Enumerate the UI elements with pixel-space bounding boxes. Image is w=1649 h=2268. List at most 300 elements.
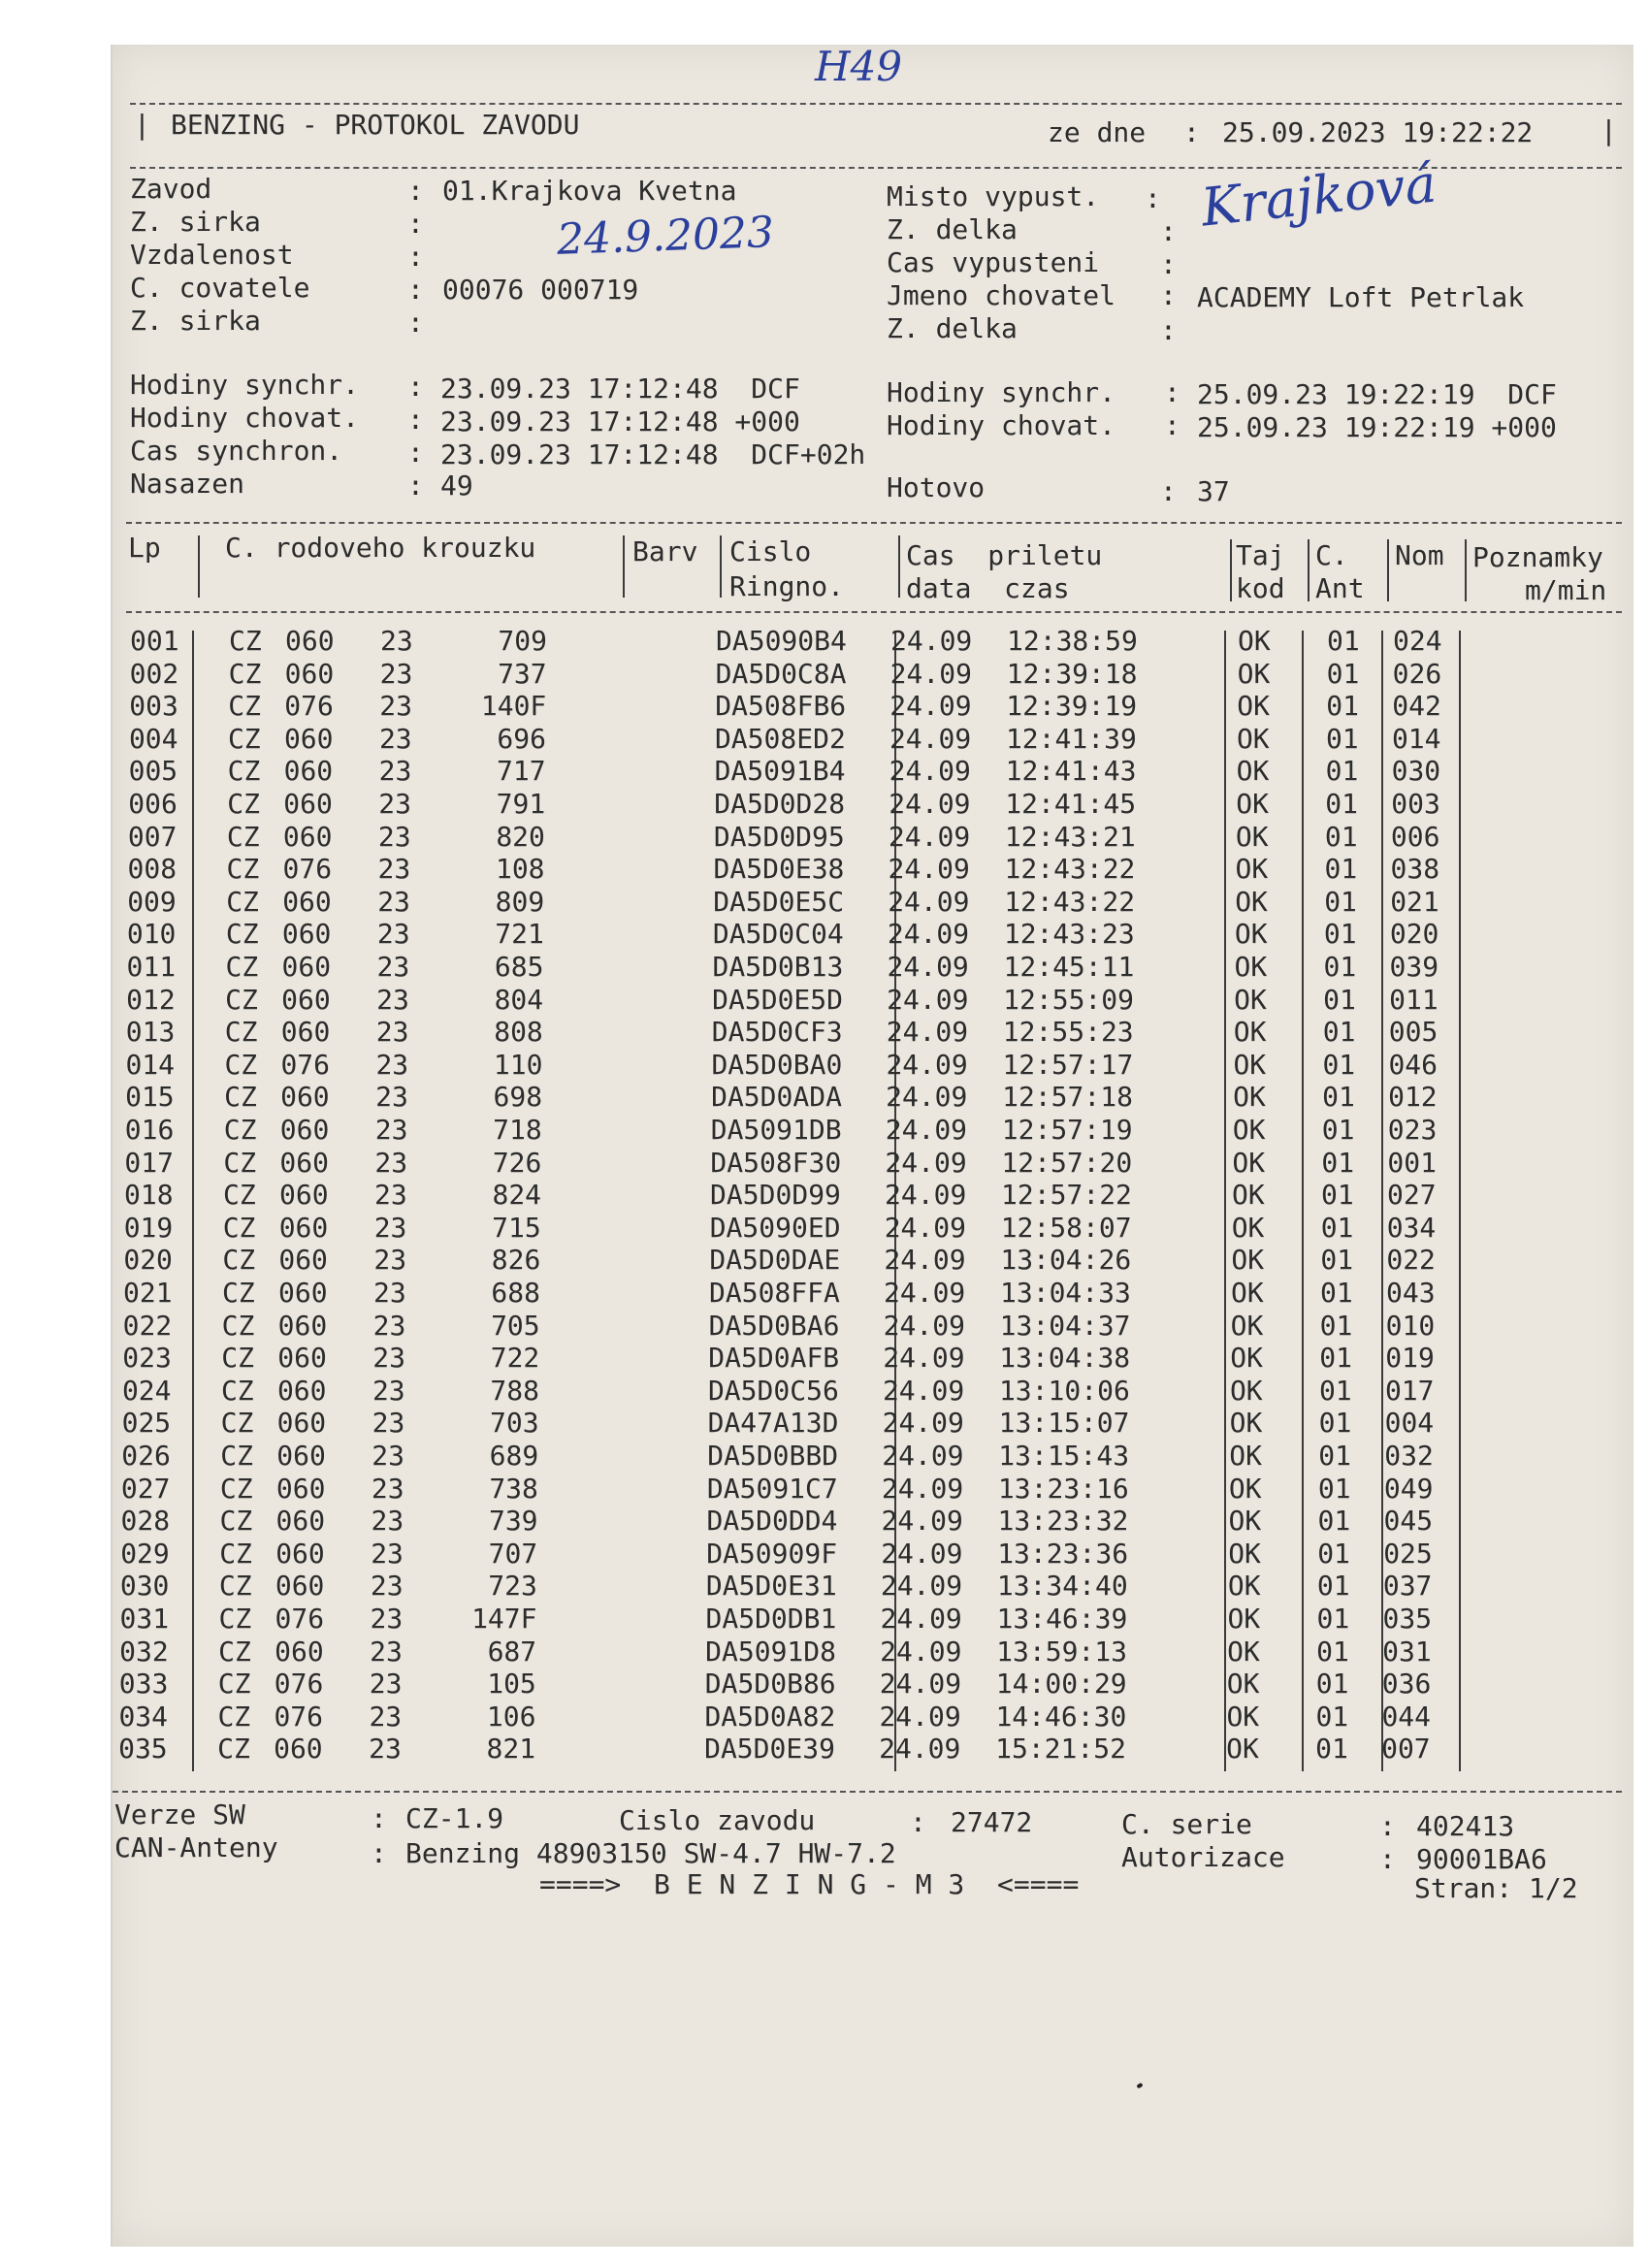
col-header-data-czas: data czas bbox=[906, 572, 1070, 604]
cell-ring: DA5D0E39 bbox=[704, 1733, 835, 1766]
cell-ok: OK bbox=[1228, 1505, 1262, 1538]
cell-time: 12:57:18 bbox=[1002, 1081, 1133, 1114]
sync-value-hodiny-synchr-right: 25.09.23 19:22:19 DCF bbox=[1197, 378, 1557, 410]
info-label-zavod: Zavod bbox=[130, 173, 212, 205]
cell-num: 106 bbox=[486, 1700, 536, 1733]
cell-cz: CZ bbox=[219, 1537, 252, 1570]
cell-date: 24.09 bbox=[883, 1342, 965, 1375]
cell-yr: 23 bbox=[376, 918, 410, 951]
cell-cz: CZ bbox=[222, 1244, 256, 1277]
table-row bbox=[128, 788, 1525, 821]
footer-can-value: Benzing 48903150 SW-4.7 HW-7.2 bbox=[405, 1837, 896, 1869]
cell-lp: 007 bbox=[127, 820, 178, 853]
cell-ring: DA5D0C8A bbox=[715, 657, 847, 690]
cell-nom: 004 bbox=[1384, 1407, 1435, 1440]
col-header-c: C. bbox=[1315, 539, 1348, 571]
cell-ok: OK bbox=[1228, 1537, 1261, 1570]
cell-time: 12:57:17 bbox=[1002, 1048, 1134, 1081]
info-label-z-sirka: Z. sirka bbox=[130, 206, 261, 238]
cell-yr: 23 bbox=[371, 1505, 404, 1538]
col-header-cas-priletu: Cas priletu bbox=[906, 539, 1103, 571]
header-separator bbox=[898, 535, 900, 598]
cell-ok: OK bbox=[1227, 1635, 1260, 1668]
cell-num: 738 bbox=[489, 1472, 538, 1505]
sync-label-hodiny-synchr-right: Hodiny synchr. bbox=[887, 376, 1116, 408]
cell-num: 788 bbox=[490, 1374, 539, 1407]
cell-ring: DA5D0D28 bbox=[714, 788, 846, 820]
cell-nom: 043 bbox=[1386, 1277, 1436, 1309]
cell-yr: 23 bbox=[373, 1211, 407, 1244]
info-colon: : bbox=[407, 175, 424, 207]
cell-lp: 033 bbox=[118, 1668, 169, 1701]
cell-lp: 025 bbox=[121, 1407, 172, 1440]
cell-date: 24.09 bbox=[888, 885, 970, 918]
cell-yr: 23 bbox=[378, 788, 411, 820]
cell-time: 12:55:23 bbox=[1002, 1016, 1134, 1049]
cell-time: 13:04:33 bbox=[1000, 1277, 1131, 1309]
handwritten-place: Krajková bbox=[1198, 152, 1439, 239]
cell-nom: 044 bbox=[1381, 1700, 1432, 1733]
header-separator bbox=[198, 535, 200, 598]
cell-ok: OK bbox=[1230, 1309, 1264, 1342]
cell-org: 060 bbox=[276, 1374, 327, 1407]
cell-lp: 020 bbox=[123, 1244, 173, 1277]
table-row bbox=[125, 1049, 1522, 1082]
info-colon: : bbox=[407, 307, 424, 339]
sync-value-hodiny-synchr: 23.09.23 17:12:48 DCF bbox=[440, 373, 800, 405]
info-colon: : bbox=[1160, 314, 1177, 346]
cell-ant: 01 bbox=[1323, 918, 1357, 951]
footer-race-label: Cislo zavodu bbox=[619, 1804, 816, 1836]
cell-cz: CZ bbox=[226, 853, 260, 886]
cell-org: 076 bbox=[282, 853, 333, 886]
sync-colon: : bbox=[1164, 409, 1180, 441]
cell-org: 060 bbox=[278, 1211, 329, 1244]
cell-date: 24.09 bbox=[887, 918, 970, 951]
report-date-label: ze dne bbox=[1048, 116, 1147, 148]
cell-cz: CZ bbox=[218, 1635, 251, 1668]
cell-org: 060 bbox=[282, 820, 333, 853]
cell-ant: 01 bbox=[1321, 1146, 1355, 1179]
cell-yr: 23 bbox=[374, 1146, 408, 1179]
sync-colon: : bbox=[407, 470, 424, 502]
cell-nom: 020 bbox=[1389, 918, 1439, 951]
cell-nom: 012 bbox=[1388, 1081, 1438, 1114]
cell-cz: CZ bbox=[217, 1733, 250, 1766]
protocol-title: BENZING - PROTOKOL ZAVODU bbox=[171, 109, 580, 141]
cell-nom: 037 bbox=[1382, 1570, 1433, 1603]
cell-num: 723 bbox=[488, 1570, 537, 1603]
cell-date: 24.09 bbox=[879, 1700, 961, 1733]
cell-num: 147F bbox=[471, 1603, 537, 1635]
cell-lp: 006 bbox=[128, 788, 178, 820]
header-separator bbox=[1230, 539, 1232, 601]
cell-time: 12:57:20 bbox=[1001, 1146, 1133, 1179]
cell-lp: 023 bbox=[122, 1342, 172, 1375]
cell-cz: CZ bbox=[223, 1114, 257, 1146]
cell-num: 696 bbox=[497, 722, 546, 755]
cell-ring: DA50909F bbox=[706, 1537, 838, 1570]
cell-lp: 034 bbox=[118, 1700, 169, 1733]
cell-org: 060 bbox=[283, 788, 333, 820]
cell-time: 12:39:18 bbox=[1006, 657, 1138, 690]
cell-org: 076 bbox=[275, 1603, 325, 1635]
sync-label-hodiny-chovat: Hodiny chovat. bbox=[130, 402, 360, 434]
cell-ring: DA47A13D bbox=[707, 1407, 839, 1440]
cell-lp: 022 bbox=[122, 1309, 173, 1342]
table-row bbox=[127, 951, 1524, 984]
cell-yr: 23 bbox=[370, 1603, 404, 1635]
cell-org: 060 bbox=[281, 918, 332, 951]
cell-nom: 030 bbox=[1391, 755, 1441, 788]
sync-colon: : bbox=[407, 404, 424, 436]
cell-time: 12:43:22 bbox=[1004, 853, 1136, 886]
cell-ant: 01 bbox=[1326, 690, 1360, 723]
handwritten-code: H49 bbox=[815, 43, 903, 90]
cell-cz: CZ bbox=[219, 1505, 253, 1538]
cell-lp: 008 bbox=[127, 853, 178, 886]
cell-ring: DA5D0DD4 bbox=[706, 1505, 838, 1538]
cell-yr: 23 bbox=[369, 1700, 403, 1733]
sync-label-hodiny-synchr: Hodiny synchr. bbox=[130, 369, 360, 401]
cell-time: 12:41:43 bbox=[1005, 755, 1137, 788]
cell-num: 809 bbox=[495, 885, 545, 918]
cell-ring: DA508FB6 bbox=[715, 690, 847, 723]
cell-ant: 01 bbox=[1326, 657, 1360, 690]
cell-cz: CZ bbox=[226, 820, 260, 853]
sync-value-hodiny-chovat-right: 25.09.23 19:22:19 +000 bbox=[1197, 411, 1557, 443]
cell-cz: CZ bbox=[223, 1146, 257, 1179]
cell-nom: 021 bbox=[1390, 885, 1439, 918]
cell-nom: 005 bbox=[1388, 1016, 1439, 1049]
cell-yr: 23 bbox=[372, 1407, 405, 1440]
cell-lp: 009 bbox=[127, 885, 177, 918]
cell-time: 13:23:16 bbox=[997, 1472, 1129, 1505]
info-value-zavod: 01.Krajkova Kvetna bbox=[442, 175, 737, 207]
cell-num: 689 bbox=[489, 1440, 539, 1472]
cell-nom: 014 bbox=[1391, 722, 1441, 755]
cell-yr: 23 bbox=[376, 951, 410, 983]
cell-time: 13:04:38 bbox=[999, 1342, 1131, 1375]
cell-ant: 01 bbox=[1324, 820, 1358, 853]
cell-ant: 01 bbox=[1317, 1472, 1351, 1505]
cell-date: 24.09 bbox=[882, 1440, 964, 1472]
cell-ant: 01 bbox=[1324, 853, 1358, 886]
cell-ant: 01 bbox=[1320, 1211, 1354, 1244]
cell-lp: 003 bbox=[129, 690, 178, 723]
cell-yr: 23 bbox=[371, 1537, 404, 1570]
cell-num: 826 bbox=[491, 1244, 541, 1277]
cell-yr: 23 bbox=[380, 625, 413, 657]
table-row bbox=[120, 1603, 1517, 1636]
table-row bbox=[122, 1342, 1519, 1375]
cell-org: 060 bbox=[280, 1016, 331, 1049]
cell-org: 060 bbox=[278, 1244, 328, 1277]
cell-ok: OK bbox=[1237, 657, 1271, 690]
cell-ant: 01 bbox=[1322, 1016, 1356, 1049]
cell-ant: 01 bbox=[1317, 1505, 1351, 1538]
cell-ant: 01 bbox=[1324, 885, 1357, 918]
info-colon: : bbox=[1145, 182, 1161, 214]
cell-org: 076 bbox=[274, 1700, 324, 1733]
cell-ant: 01 bbox=[1321, 1179, 1354, 1212]
table-row bbox=[127, 918, 1524, 951]
cell-date: 24.09 bbox=[885, 1146, 967, 1179]
table-row bbox=[121, 1505, 1518, 1538]
cell-org: 060 bbox=[281, 951, 332, 983]
cell-lp: 028 bbox=[120, 1505, 171, 1538]
cell-date: 24.09 bbox=[883, 1309, 965, 1342]
cell-time: 13:59:13 bbox=[996, 1635, 1127, 1668]
cell-num: 110 bbox=[493, 1048, 543, 1081]
cell-num: 717 bbox=[497, 755, 546, 788]
cell-yr: 23 bbox=[375, 1048, 409, 1081]
cell-cz: CZ bbox=[222, 1211, 256, 1244]
cell-ring: DA5D0BA0 bbox=[711, 1048, 843, 1081]
cell-ok: OK bbox=[1227, 1603, 1261, 1635]
cell-nom: 001 bbox=[1387, 1146, 1437, 1179]
cell-time: 13:23:32 bbox=[997, 1505, 1129, 1538]
cell-cz: CZ bbox=[218, 1603, 252, 1635]
cell-ring: DA5090B4 bbox=[716, 625, 847, 657]
table-row bbox=[120, 1570, 1517, 1603]
cell-lp: 004 bbox=[128, 722, 178, 755]
cell-lp: 018 bbox=[124, 1179, 174, 1212]
cell-ant: 01 bbox=[1327, 625, 1360, 657]
cell-ok: OK bbox=[1235, 820, 1269, 853]
cell-time: 14:46:30 bbox=[995, 1700, 1127, 1733]
cell-yr: 23 bbox=[375, 1081, 408, 1114]
cell-cz: CZ bbox=[229, 625, 262, 657]
table-row bbox=[130, 625, 1527, 658]
info-colon: : bbox=[1160, 215, 1177, 247]
cell-ring: DA5091C7 bbox=[706, 1472, 838, 1505]
cell-num: 688 bbox=[491, 1277, 540, 1309]
cell-ring: DA5D0E5C bbox=[713, 885, 845, 918]
info-colon: : bbox=[407, 274, 424, 306]
header-bottom-rule bbox=[130, 167, 1622, 169]
cell-date: 24.09 bbox=[886, 1081, 968, 1114]
footer-auth-value: 90001BA6 bbox=[1416, 1843, 1547, 1875]
cell-cz: CZ bbox=[227, 722, 261, 755]
cell-date: 24.09 bbox=[885, 1114, 968, 1146]
cell-org: 060 bbox=[279, 1179, 329, 1212]
table-row bbox=[125, 1114, 1522, 1147]
footer-colon: : bbox=[1379, 1810, 1396, 1842]
sync-label-nasazen: Nasazen bbox=[130, 468, 245, 500]
cell-ok: OK bbox=[1235, 885, 1268, 918]
cell-time: 14:00:29 bbox=[995, 1668, 1127, 1701]
footer-colon: : bbox=[371, 1837, 387, 1869]
cell-num: 808 bbox=[494, 1016, 543, 1049]
cell-time: 13:04:37 bbox=[999, 1309, 1131, 1342]
cell-ok: OK bbox=[1234, 951, 1268, 983]
sync-colon: : bbox=[407, 437, 424, 469]
cell-ok: OK bbox=[1235, 853, 1269, 886]
col-header-cislo: Cislo bbox=[729, 535, 812, 567]
cell-num: 791 bbox=[496, 788, 546, 820]
info-value-c-covatele: 00076 000719 bbox=[442, 274, 639, 306]
cell-ant: 01 bbox=[1319, 1309, 1353, 1342]
header-separator bbox=[623, 535, 625, 598]
col-header-taj: Taj bbox=[1236, 539, 1285, 571]
cell-nom: 042 bbox=[1392, 690, 1441, 723]
cell-yr: 23 bbox=[374, 1114, 408, 1146]
cell-num: 821 bbox=[486, 1733, 536, 1766]
cell-cz: CZ bbox=[221, 1342, 255, 1375]
cell-org: 060 bbox=[283, 722, 334, 755]
cell-yr: 23 bbox=[378, 755, 412, 788]
cell-ring: DA5D0ADA bbox=[711, 1081, 842, 1114]
cell-ant: 01 bbox=[1321, 1114, 1355, 1146]
cell-yr: 23 bbox=[379, 657, 413, 690]
cell-ok: OK bbox=[1230, 1342, 1264, 1375]
table-row bbox=[128, 853, 1525, 886]
cell-yr: 23 bbox=[379, 690, 413, 723]
cell-cz: CZ bbox=[223, 1179, 256, 1212]
cell-yr: 23 bbox=[369, 1668, 403, 1701]
cell-ant: 01 bbox=[1322, 1048, 1356, 1081]
cell-nom: 017 bbox=[1384, 1374, 1435, 1407]
cell-time: 12:57:19 bbox=[1001, 1114, 1133, 1146]
cell-num: 707 bbox=[488, 1537, 538, 1570]
sync-label-hotovo: Hotovo bbox=[887, 471, 986, 503]
footer-auth-label: Autorizace bbox=[1121, 1841, 1285, 1873]
cell-nom: 035 bbox=[1382, 1603, 1433, 1635]
cell-date: 24.09 bbox=[880, 1603, 962, 1635]
cell-ok: OK bbox=[1233, 1081, 1266, 1114]
cell-date: 24.09 bbox=[881, 1537, 963, 1570]
cell-num: 108 bbox=[495, 853, 545, 886]
header-separator bbox=[1308, 539, 1310, 601]
cell-nom: 011 bbox=[1389, 983, 1439, 1016]
cell-time: 12:39:19 bbox=[1006, 690, 1138, 723]
cell-ok: OK bbox=[1229, 1440, 1262, 1472]
cell-cz: CZ bbox=[228, 690, 262, 723]
info-colon: : bbox=[1160, 279, 1177, 311]
cell-nom: 022 bbox=[1386, 1244, 1436, 1277]
cell-date: 24.09 bbox=[888, 820, 971, 853]
cell-date: 24.09 bbox=[886, 1048, 968, 1081]
cell-num: 705 bbox=[491, 1309, 540, 1342]
col-header-ringno: Ringno. bbox=[729, 570, 845, 602]
cell-time: 13:34:40 bbox=[996, 1570, 1128, 1603]
cell-lp: 029 bbox=[120, 1537, 170, 1570]
cell-yr: 23 bbox=[370, 1570, 404, 1603]
cell-nom: 038 bbox=[1390, 853, 1440, 886]
sync-value-cas-synchron: 23.09.23 17:12:48 DCF+02h bbox=[440, 438, 866, 470]
cell-ok: OK bbox=[1233, 1016, 1267, 1049]
cell-org: 076 bbox=[284, 690, 334, 723]
cell-cz: CZ bbox=[220, 1440, 253, 1472]
cell-lp: 019 bbox=[123, 1211, 174, 1244]
footer-pages: Stran: 1/2 bbox=[1414, 1872, 1578, 1904]
cell-nom: 023 bbox=[1387, 1114, 1438, 1146]
cell-time: 12:41:39 bbox=[1005, 722, 1137, 755]
cell-date: 24.09 bbox=[886, 1016, 969, 1049]
col-header-poznamky: Poznamky bbox=[1472, 541, 1603, 573]
cell-date: 24.09 bbox=[889, 722, 972, 755]
cell-cz: CZ bbox=[224, 1048, 258, 1081]
cell-ring: DA5D0BBD bbox=[707, 1440, 839, 1472]
cell-nom: 024 bbox=[1393, 625, 1442, 657]
cell-time: 13:15:43 bbox=[998, 1440, 1130, 1472]
cell-yr: 23 bbox=[374, 1179, 407, 1212]
cell-ring: DA5D0DB1 bbox=[705, 1603, 837, 1635]
cell-num: 703 bbox=[490, 1407, 539, 1440]
cell-ant: 01 bbox=[1320, 1244, 1354, 1277]
cell-time: 13:04:26 bbox=[1000, 1244, 1132, 1277]
cell-nom: 034 bbox=[1386, 1211, 1437, 1244]
cell-cz: CZ bbox=[217, 1700, 251, 1733]
cell-ring: DA5D0C56 bbox=[707, 1374, 839, 1407]
cell-org: 060 bbox=[279, 1146, 329, 1179]
cell-ant: 01 bbox=[1315, 1700, 1349, 1733]
cell-ring: DA5091B4 bbox=[714, 755, 846, 788]
cell-nom: 032 bbox=[1384, 1440, 1434, 1472]
cell-num: 722 bbox=[490, 1342, 540, 1375]
cell-nom: 045 bbox=[1383, 1505, 1434, 1538]
header-top-rule bbox=[130, 103, 1622, 105]
cell-ring: DA5090ED bbox=[709, 1211, 841, 1244]
cell-nom: 031 bbox=[1382, 1635, 1432, 1668]
cell-ok: OK bbox=[1226, 1733, 1259, 1766]
cell-time: 12:57:22 bbox=[1001, 1179, 1132, 1212]
cell-org: 076 bbox=[280, 1048, 331, 1081]
cell-cz: CZ bbox=[224, 1081, 257, 1114]
cell-num: 140F bbox=[480, 690, 547, 723]
table-row bbox=[130, 658, 1527, 691]
table-row bbox=[126, 984, 1523, 1017]
cell-date: 24.09 bbox=[882, 1407, 964, 1440]
col-header-nom: Nom bbox=[1395, 539, 1444, 571]
cell-cz: CZ bbox=[220, 1374, 254, 1407]
table-row bbox=[129, 755, 1526, 788]
cell-lp: 012 bbox=[126, 983, 176, 1016]
table-row bbox=[123, 1310, 1520, 1343]
cell-yr: 23 bbox=[377, 853, 411, 886]
cell-nom: 039 bbox=[1389, 951, 1439, 983]
footer-serie-label: C. serie bbox=[1121, 1808, 1252, 1840]
table-row bbox=[118, 1733, 1515, 1766]
cell-ant: 01 bbox=[1325, 722, 1359, 755]
cell-num: 105 bbox=[487, 1668, 536, 1701]
cell-lp: 031 bbox=[119, 1603, 170, 1635]
cell-lp: 027 bbox=[120, 1472, 171, 1505]
cell-org: 060 bbox=[279, 1114, 330, 1146]
cell-org: 076 bbox=[274, 1668, 324, 1701]
cell-date: 24.09 bbox=[885, 1179, 967, 1212]
cell-ring: DA5D0DAE bbox=[709, 1244, 841, 1277]
cell-date: 24.09 bbox=[888, 853, 970, 886]
cell-nom: 026 bbox=[1392, 657, 1442, 690]
cell-lp: 002 bbox=[129, 657, 179, 690]
cell-date: 24.09 bbox=[879, 1733, 961, 1766]
table-row bbox=[124, 1212, 1521, 1245]
cell-time: 12:58:07 bbox=[1000, 1211, 1132, 1244]
cell-org: 060 bbox=[281, 983, 331, 1016]
table-row bbox=[122, 1375, 1519, 1408]
cell-ring: DA508FFA bbox=[709, 1277, 840, 1309]
cell-time: 12:43:22 bbox=[1004, 885, 1136, 918]
table-row bbox=[120, 1538, 1517, 1571]
info-label-cas-vypusteni: Cas vypusteni bbox=[887, 246, 1100, 278]
cell-ring: DA5D0D95 bbox=[713, 820, 845, 853]
cell-ant: 01 bbox=[1316, 1603, 1350, 1635]
cell-ok: OK bbox=[1238, 625, 1271, 657]
cell-time: 12:45:11 bbox=[1003, 951, 1135, 983]
cell-nom: 010 bbox=[1385, 1309, 1436, 1342]
